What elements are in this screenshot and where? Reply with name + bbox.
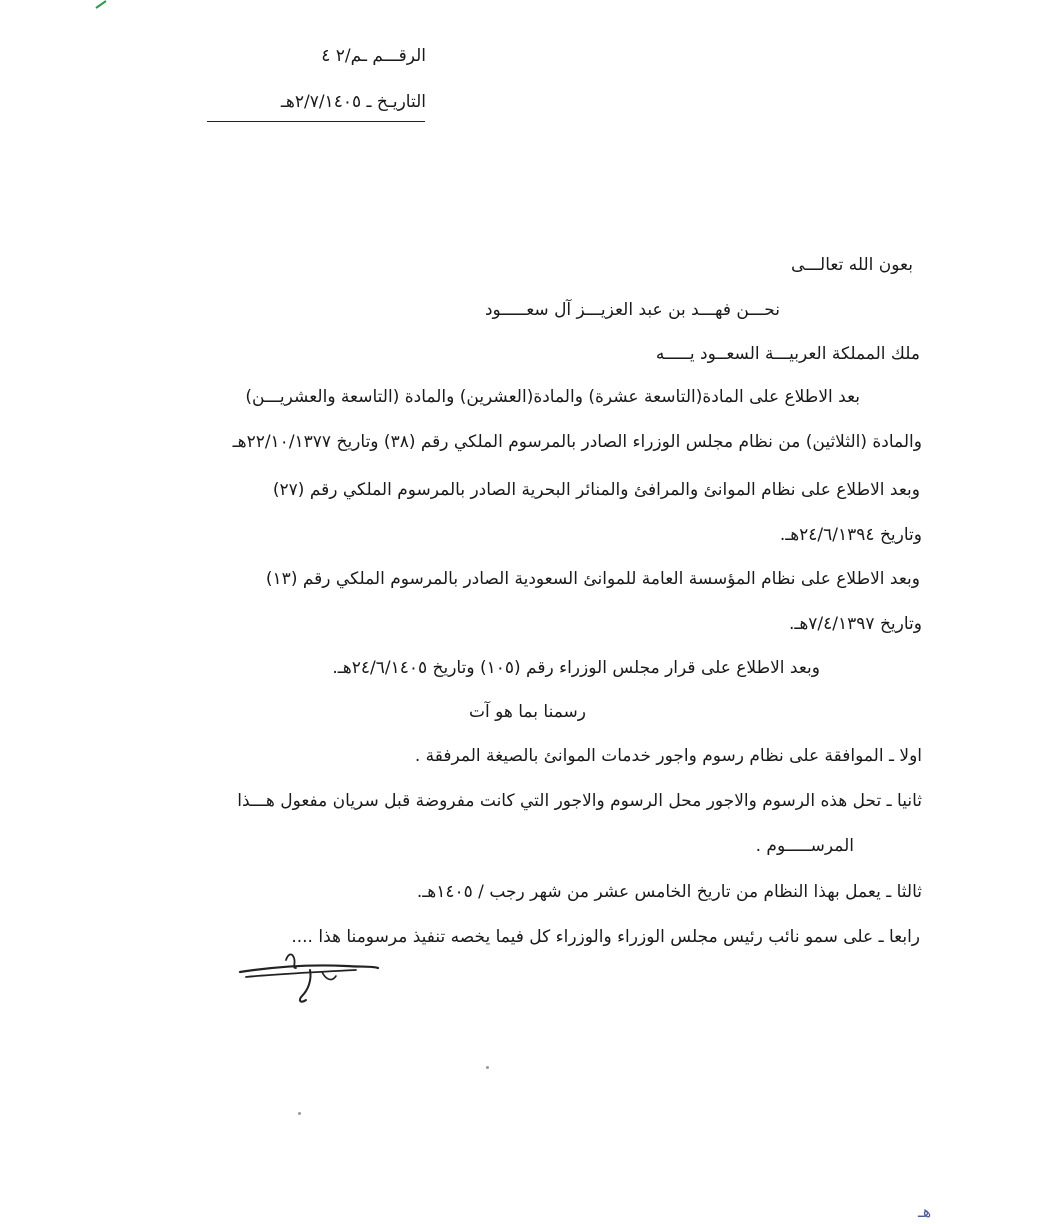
header-underline bbox=[207, 121, 425, 122]
recital-2-line-2: وتاريخ ٢٤/٦/١٣٩٤هـ. bbox=[779, 525, 922, 545]
scan-speck bbox=[298, 1112, 301, 1115]
decreed-heading: رسمنا بما هو آت bbox=[468, 702, 586, 722]
clause-fourth: رابعا ـ على سمو نائب رئيس مجلس الوزراء والوزراء كل فيما يخصه تنفيذ مرسومنا هذا .... bbox=[291, 927, 920, 947]
recital-4: وبعد الاطلاع على قرار مجلس الوزراء رقم (١٠٥) وتاريخ ٢٤/٦/١٤٠٥هـ. bbox=[332, 658, 820, 678]
issuer-name: نحـــن فهـــد بن عبد العزيـــز آل سعـــــود bbox=[484, 300, 780, 320]
scan-mark-icon bbox=[94, 0, 108, 10]
recital-3-line-2: وتاريخ ٧/٤/١٣٩٧هـ. bbox=[788, 614, 922, 634]
reference-number: الرقـــم ـم/٢ ٤ bbox=[321, 46, 426, 66]
corner-mark: هـ bbox=[918, 1202, 932, 1221]
issuer-title: ملك المملكة العربيـــة السعــود يـــــه bbox=[655, 344, 920, 364]
recital-1-line-1: بعد الاطلاع على المادة(التاسعة عشرة) والمادة(العشرين) والمادة (التاسعة والعشريـــن) bbox=[245, 387, 860, 407]
document-date: التاريـخ ـ ٢/٧/١٤٠٥هـ bbox=[280, 92, 426, 112]
signature-mark bbox=[236, 950, 386, 1010]
clause-second-line-1: ثانيا ـ تحل هذه الرسوم والاجور محل الرسوم والاجور التي كانت مفروضة قبل سريان مفعول هـــذا bbox=[237, 791, 922, 811]
scan-speck bbox=[486, 1066, 489, 1069]
recital-1-line-2: والمادة (الثلاثين) من نظام مجلس الوزراء الصادر بالمرسوم الملكي رقم (٣٨) وتاريخ ٢٢/١٠/١٣٧٧هـ bbox=[232, 432, 922, 452]
clause-third: ثالثا ـ يعمل بهذا النظام من تاريخ الخامس عشر من شهر رجب / ١٤٠٥هـ. bbox=[416, 882, 922, 902]
clause-first: اولا ـ الموافقة على نظام رسوم واجور خدمات الموانئ بالصيغة المرفقة . bbox=[414, 746, 922, 766]
recital-3-line-1: وبعد الاطلاع على نظام المؤسسة العامة للموانئ السعودية الصادر بالمرسوم الملكي رقم (١٣) bbox=[265, 569, 920, 589]
recital-2-line-1: وبعد الاطلاع على نظام الموانئ والمرافئ والمنائر البحرية الصادر بالمرسوم الملكي رقم (٢٧) bbox=[272, 480, 920, 500]
invocation: بعون الله تعالـــى bbox=[790, 255, 913, 275]
clause-second-line-2: المرســـــوم . bbox=[755, 836, 854, 856]
